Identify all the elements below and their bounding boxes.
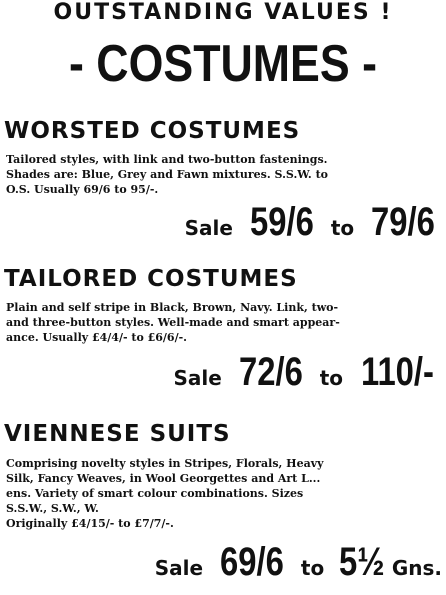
section-description-worsted xyxy=(6,152,442,197)
section-heading-viennese: VIENNESE SUITS xyxy=(4,421,231,447)
price-line-viennese xyxy=(155,540,442,585)
price-line-worsted xyxy=(185,200,442,245)
banner-headline: OUTSTANDING VALUES ! xyxy=(53,0,393,25)
to-label: to xyxy=(319,366,344,390)
description-line: Originally £4/15/- to £7/7/-. xyxy=(6,517,174,530)
price-unit: Gns. xyxy=(391,556,442,580)
main-title: - COSTUMES - xyxy=(68,35,378,93)
price-from: 72/6 xyxy=(238,350,303,394)
description-line: ens. Variety of smart colour combinations. Sizes xyxy=(6,487,304,500)
to-label: to xyxy=(330,216,355,240)
section-description-viennese xyxy=(6,456,442,531)
description-line: O.S. Usually 69/6 to 95/-. xyxy=(6,183,159,196)
description-line: Silk, Fancy Weaves, in Wool Georgettes and Art L... xyxy=(6,472,321,485)
description-line: Tailored styles, with link and two-button fastenings. xyxy=(6,153,328,166)
price-to: 110/- xyxy=(361,350,434,394)
description-line: Shades are: Blue, Grey and Fawn mixtures. S.S.W. to xyxy=(6,168,328,181)
to-label: to xyxy=(300,556,325,580)
description-line: Plain and self stripe in Black, Brown, Navy. Link, two- xyxy=(6,301,339,314)
sale-label: Sale xyxy=(173,366,222,390)
price-to: 79/6 xyxy=(371,200,435,244)
sale-label: Sale xyxy=(184,216,233,240)
price-from: 69/6 xyxy=(220,540,284,584)
section-description-tailored xyxy=(6,300,442,345)
sale-label: Sale xyxy=(154,556,204,580)
price-to: 5½ xyxy=(339,540,385,584)
description-line: and three-button styles. Well-made and smart appear- xyxy=(6,316,340,329)
description-line: Comprising novelty styles in Stripes, Florals, Heavy xyxy=(6,457,324,470)
description-line: S.S.W., S.W., W. xyxy=(6,502,99,515)
description-line: ance. Usually £4/4/- to £6/6/-. xyxy=(6,331,188,344)
price-from: 59/6 xyxy=(249,200,314,244)
price-line-tailored xyxy=(174,350,442,395)
section-heading-tailored: TAILORED COSTUMES xyxy=(4,266,298,292)
section-heading-worsted: WORSTED COSTUMES xyxy=(4,118,301,144)
